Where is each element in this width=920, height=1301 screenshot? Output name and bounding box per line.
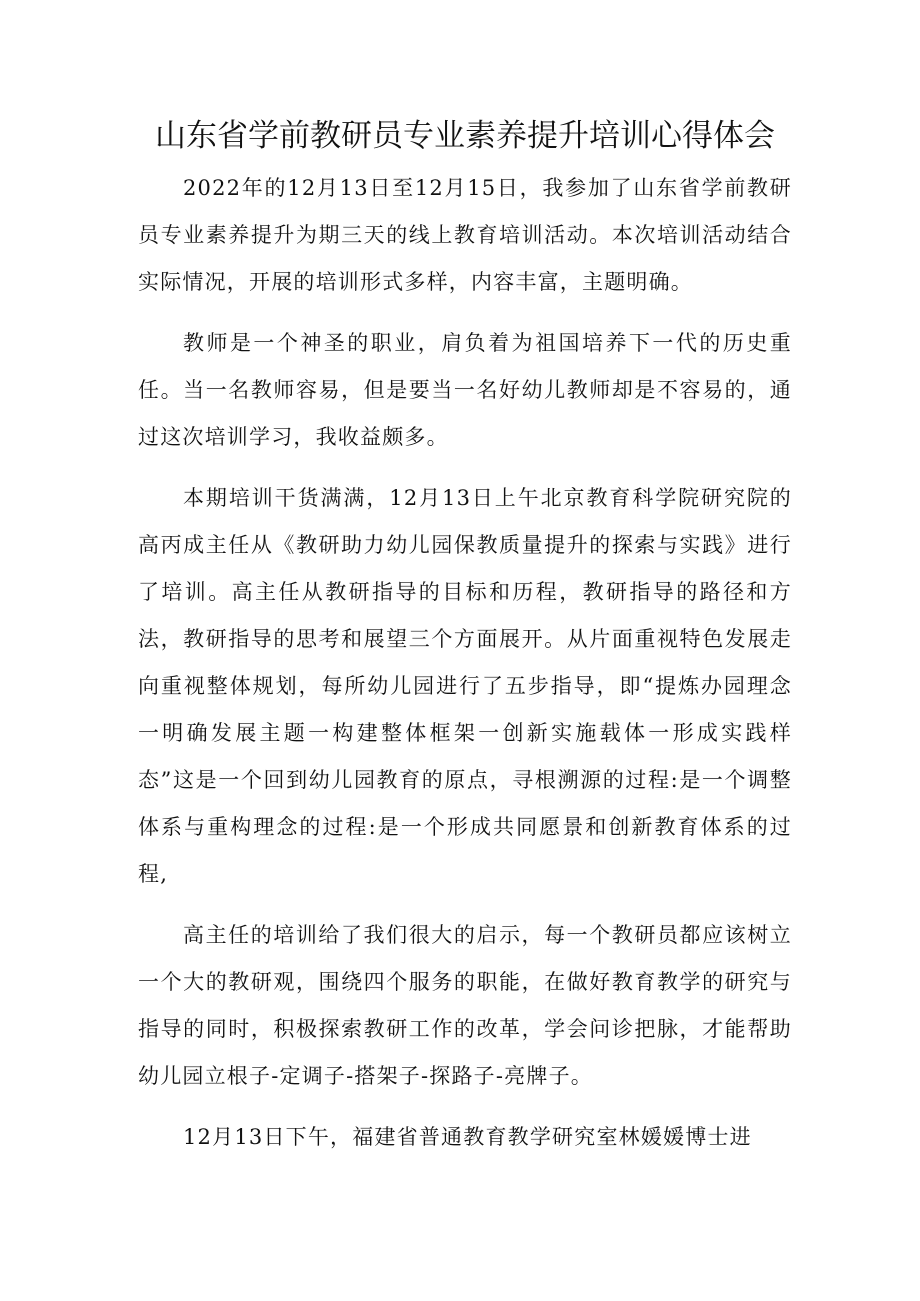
paragraph-5: 12月13日下午，福建省普通教育教学研究室林媛媛博士进: [183, 1125, 752, 1149]
paragraph-2: 教师是一个神圣的职业，肩负着为祖国培养下一代的历史重任。当一名教师容易，但是要当一名好幼儿教师却是不容易的，通过这次培训学习，我收益颇多。: [138, 331, 792, 449]
paragraph-1: 2022年的12月13日至12月15日，我参加了山东省学前教研员专业素养提升为期三天的线上教育培训活动。本次培训活动结合实际情况，开展的培训形式多样，内容丰富，主题明确。: [138, 176, 792, 294]
paragraph-3: 本期培训干货满满，12月13日上午北京教育科学院研究院的高丙成主任从《教研助力幼儿园保教质量提升的探索与实践》进行了培训。高主任从教研指导的目标和历程，教研指导的路径和方法，教研指导的思考和展望三个方面展开。从片面重视特色发展走向重视整体规划，每所幼儿园进行了五步指导，即“提炼办园理念一明确发展主题一构建整体框架一创新实施载体一形成实践样态”这是一个回到幼儿园教育的原点，寻根溯源的过程:是一个调整体系与重构理念的过程:是一个形成共同愿景和创新教育体系的过程,: [138, 486, 792, 886]
document-title: 山东省学前教研员专业素养提升培训心得体会: [155, 118, 775, 154]
paragraph-4: 高主任的培训给了我们很大的启示，每一个教研员都应该树立一个大的教研观，围绕四个服务的职能，在做好教育教学的研究与指导的同时，积极探索教研工作的改革，学会问诊把脉，才能帮助幼儿园立根子-定调子-搭架子-探路子-亮牌子。: [138, 923, 792, 1088]
